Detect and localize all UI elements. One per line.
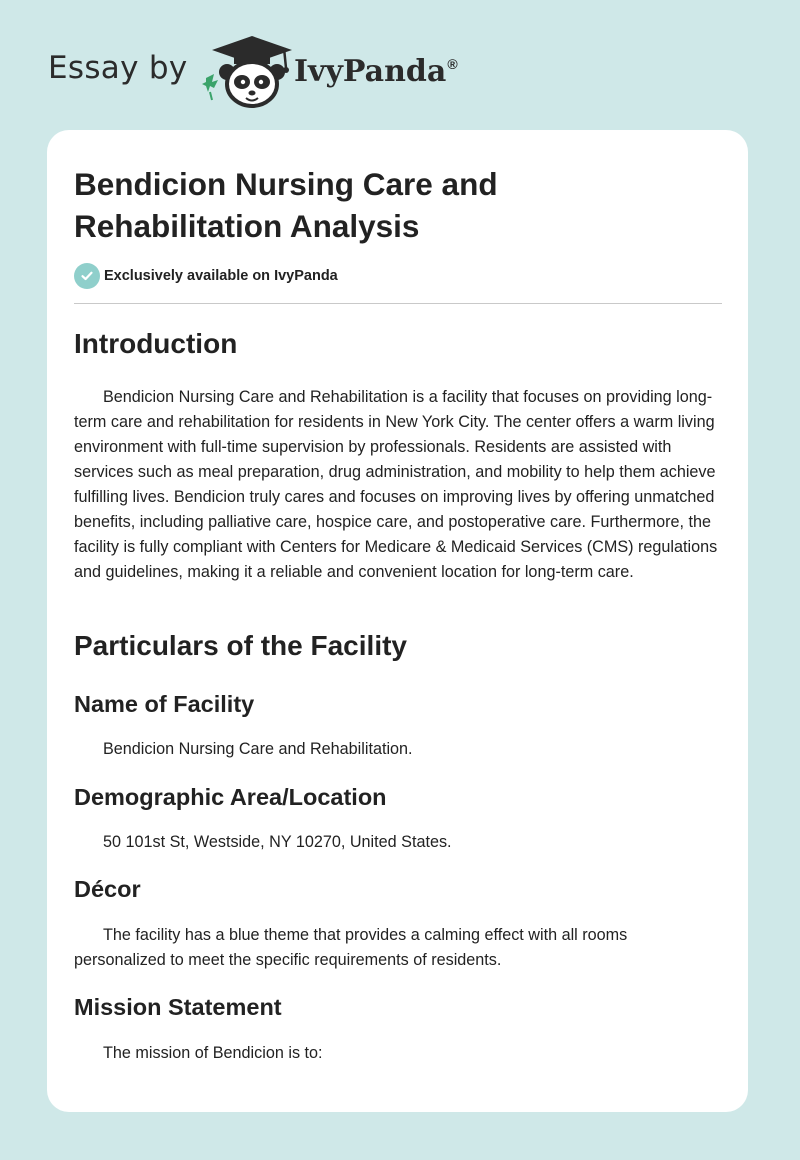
decor-body xyxy=(74,923,722,973)
registered-mark: ® xyxy=(447,56,458,72)
location-heading: Demographic Area/Location xyxy=(74,784,387,810)
section-location xyxy=(74,782,722,812)
decor-heading: Décor xyxy=(74,876,141,902)
name-of-facility-paragraph: Bendicion Nursing Care and Rehabilitation. xyxy=(103,740,413,758)
site-header xyxy=(48,34,748,110)
section-mission xyxy=(74,992,722,1022)
decor-paragraph: The facility has a blue theme that provides a calming effect with all rooms personalized to meet the specific requirements of residents. xyxy=(74,926,628,969)
mission-body xyxy=(74,1041,722,1066)
introduction-body xyxy=(74,385,722,585)
exclusive-badge xyxy=(74,263,338,289)
location-body xyxy=(74,830,722,855)
divider xyxy=(74,303,722,304)
section-introduction xyxy=(74,327,722,361)
particulars-heading: Particulars of the Facility xyxy=(74,630,407,661)
mission-paragraph: The mission of Bendicion is to: xyxy=(103,1044,323,1062)
name-of-facility-body xyxy=(74,737,722,762)
location-paragraph: 50 101st St, Westside, NY 10270, United States. xyxy=(103,833,452,851)
page-title: Bendicion Nursing Care and Rehabilitation Analysis xyxy=(74,166,498,244)
mission-heading: Mission Statement xyxy=(74,994,282,1020)
ivy-leaf-icon xyxy=(202,74,218,100)
name-of-facility-heading: Name of Facility xyxy=(74,691,255,717)
essay-by-label: Essay by xyxy=(48,50,188,86)
panda-graduate-icon[interactable] xyxy=(200,34,300,110)
exclusive-label: Exclusively available on IvyPanda xyxy=(104,268,338,284)
introduction-paragraph: Bendicion Nursing Care and Rehabilitation is a facility that focuses on providing long-term care and rehabilitation for residents in New York City. The center offers a warm living environment with full-time supervision by professionals. Residents are assisted with services such as meal preparation, drug administration, and mobility to help them achieve fulfilling lives. Bendicion truly cares and focuses on improving lives by offering unmatched benefits, including palliative care, hospice care, and postoperative care. Furthermore, the facility is fully compliant with Centers for Medicare & Medicaid Services (CMS) regulations and guidelines, making it a reliable and convenient location for long-term care. xyxy=(74,388,718,581)
check-icon xyxy=(74,263,100,289)
essay-card xyxy=(47,130,748,1112)
section-particulars xyxy=(74,629,722,663)
section-decor xyxy=(74,874,722,904)
brand-name[interactable]: IvyPanda® xyxy=(294,54,458,89)
section-name-of-facility xyxy=(74,689,722,719)
introduction-heading: Introduction xyxy=(74,328,238,359)
